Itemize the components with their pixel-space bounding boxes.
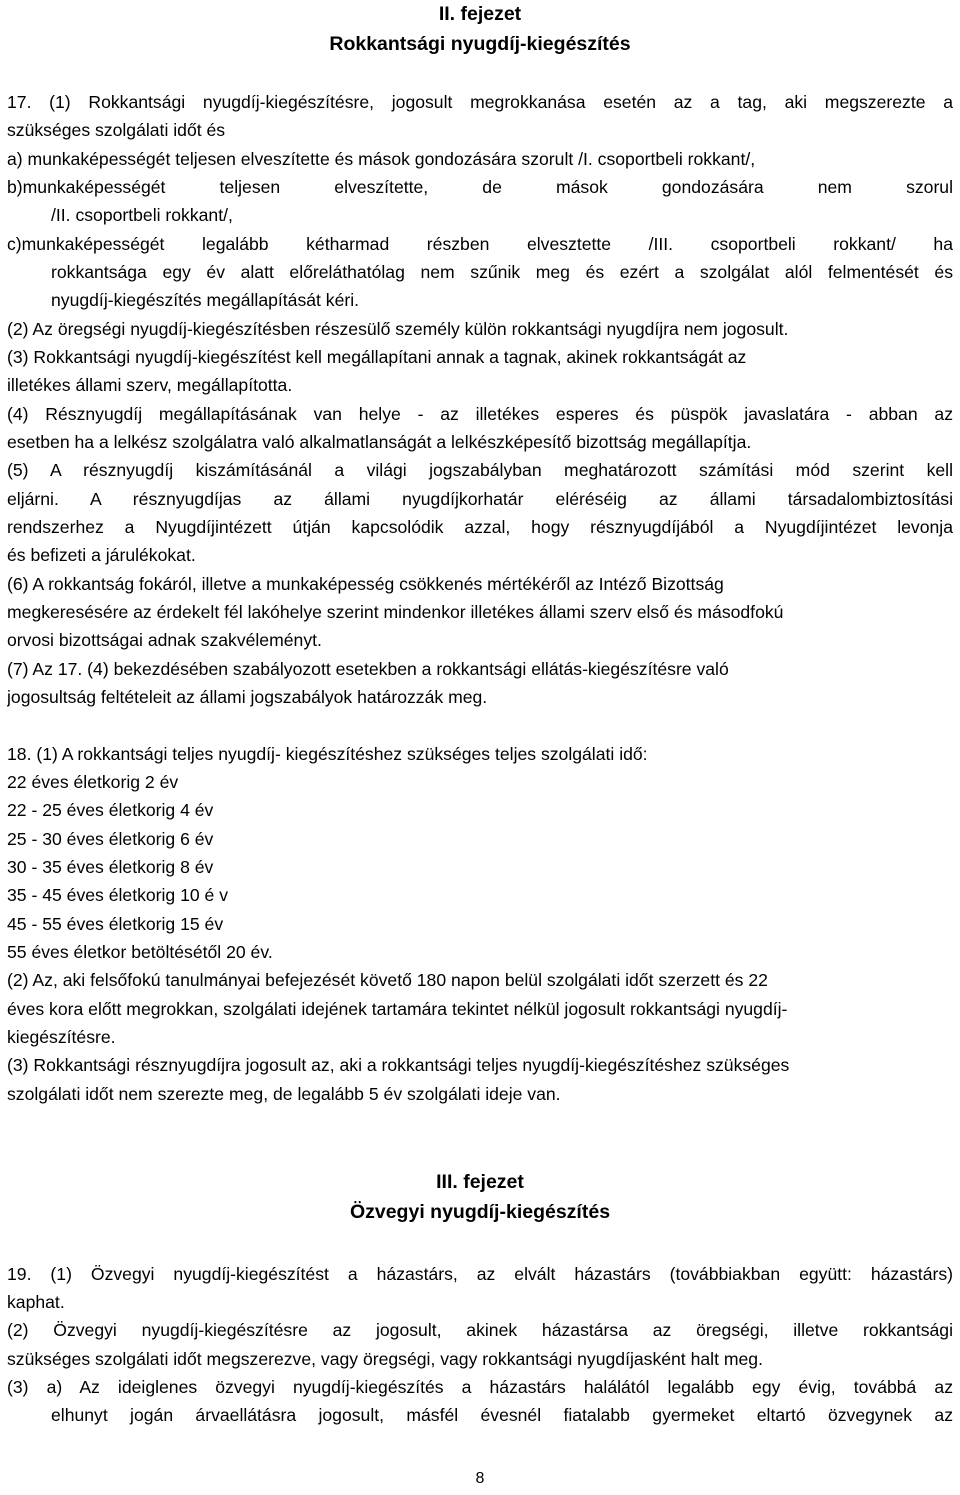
chapter-2-title: Rokkantsági nyugdíj-kiegészítés [329,33,631,55]
section-17-para-6-line-1: (6) A rokkantság fokáról, illetve a munkaképesség csökkenés mértékéről az Intéző Bizottság [7,574,724,594]
section-17-para-6-line-2: megkeresésére az érdekelt fél lakóhelye szerint mindenkor illetékes állami szerv első és másodfokú [7,602,784,622]
section-17-para-5-line-2: eljárni. A résznyugdíjas az állami nyugdíjkorhatár eléréséig az állami társadalombiztosítási [7,489,953,509]
section-17-para-2: (2) Az öregségi nyugdíj-kiegészítésben részesülő személy külön rokkantsági nyugdíjra nem jogosult. [7,319,789,339]
section-18-line-1: 18. (1) A rokkantsági teljes nyugdíj- kiegészítéshez szükséges teljes szolgálati idő: [7,744,648,764]
age-row: 25 - 30 éves életkorig 6 év [7,829,214,849]
section-17-para-4-line-2: esetben ha a lelkész szolgálatra való alkalmatlanságát a lelkészképesítő bizottság megállapítja. [7,432,752,452]
section-19-para-3-line-2: elhunyt jogán árvaellátásra jogosult, másfél évesnél fiatalabb gyermeket eltartó özvegynek az [51,1405,953,1425]
section-19-para-2-line-2: szükséges szolgálati időt megszerezve, vagy öregségi, vagy rokkantsági nyugdíjasként halt meg. [7,1349,763,1369]
chapter-3-heading: III. fejezet [436,1171,524,1193]
section-17-line-1: 17. (1) Rokkantsági nyugdíj-kiegészítésre, jogosult megrokkanása esetén az a tag, aki megszerezte a [7,92,953,112]
section-17-para-6-line-3: orvosi bizottságai adnak szakvéleményt. [7,630,322,650]
section-18-para-2-line-1: (2) Az, aki felsőfokú tanulmányai befejezését követő 180 napon belül szolgálati időt szerzett és 22 [7,970,768,990]
section-17-para-5-line-3: rendszerhez a Nyugdíjintézett útján kapcsolódik azzal, hogy résznyugdíjából a Nyugdíjintézet levonja [7,517,953,537]
section-18-para-3-line-2: szolgálati időt nem szerezte meg, de legalább 5 év szolgálati ideje van. [7,1084,561,1104]
section-17-item-b-line-1: b)munkaképességét teljesen elveszítette, de mások gondozására nem szorul [7,177,953,197]
section-17-item-b-line-2: /II. csoportbeli rokkant/, [51,205,233,225]
section-18-para-2-line-2: éves kora előtt megrokkan, szolgálati idejének tartamára tekintet nélkül jogosult rokkantsági nyugdíj- [7,999,788,1019]
age-row: 35 - 45 éves életkorig 10 é v [7,885,229,905]
section-17-para-7-line-2: jogosultság feltételeit az állami jogszabályok határozzák meg. [7,687,488,707]
section-17-item-c-line-3: nyugdíj-kiegészítés megállapítását kéri. [51,290,360,310]
section-17-para-7-line-1: (7) Az 17. (4) bekezdésében szabályozott esetekben a rokkantsági ellátás-kiegészítésre való [7,659,729,679]
section-17-line-2: szükséges szolgálati időt és [7,120,226,140]
section-17-para-3-line-1: (3) Rokkantsági nyugdíj-kiegészítést kell megállapítani annak a tagnak, akinek rokkantságát az [7,347,747,367]
age-row: 22 éves életkorig 2 év [7,772,179,792]
age-row: 22 - 25 éves életkorig 4 év [7,800,214,820]
section-19-line-1: 19. (1) Özvegyi nyugdíj-kiegészítést a házastárs, az elvált házastárs (továbbiakban együtt: házastárs) [7,1264,953,1284]
section-19-line-2: kaphat. [7,1292,65,1312]
section-17-para-5-line-4: és befizeti a járulékokat. [7,545,196,565]
section-17-item-c-line-2: rokkantsága egy év alatt előreláthatólag nem szűnik meg és ezért a szolgálat alól felmentését és [51,262,953,282]
section-17-item-a: a) munkaképességét teljesen elveszítette és mások gondozására szorult /I. csoportbeli rokkant/, [7,149,756,169]
section-17-para-4-line-1: (4) Résznyugdíj megállapításának van helye - az illetékes esperes és püspök javaslatára - abban az [7,404,953,424]
section-19-para-2-line-1: (2) Özvegyi nyugdíj-kiegészítésre az jogosult, akinek házastársa az öregségi, illetve rokkantsági [7,1320,953,1340]
section-18-para-2-line-3: kiegészítésre. [7,1027,116,1047]
section-17-para-3-line-2: illetékes állami szerv, megállapította. [7,375,293,395]
section-17-item-c-line-1: c)munkaképességét legalább kétharmad részben elvesztette /III. csoportbeli rokkant/ ha [7,234,953,254]
chapter-3-title: Özvegyi nyugdíj-kiegészítés [349,1201,611,1223]
section-17-para-5-line-1: (5) A résznyugdíj kiszámításánál a világi jogszabályban meghatározott számítási mód szerint kell [7,460,953,480]
page-number: 8 [475,1470,485,1487]
chapter-2-heading: II. fejezet [438,3,522,25]
age-row: 30 - 35 éves életkorig 8 év [7,857,214,877]
age-row: 55 éves életkor betöltésétől 20 év. [7,942,273,962]
section-18-para-3-line-1: (3) Rokkantsági résznyugdíjra jogosult az, aki a rokkantsági teljes nyugdíj-kiegészítéshez szükséges [7,1055,790,1075]
age-row: 45 - 55 éves életkorig 15 év [7,914,224,934]
section-19-para-3-line-1: (3) a) Az ideiglenes özvegyi nyugdíj-kiegészítés a házastárs halálától legalább egy évig, továbbá az [7,1377,953,1397]
